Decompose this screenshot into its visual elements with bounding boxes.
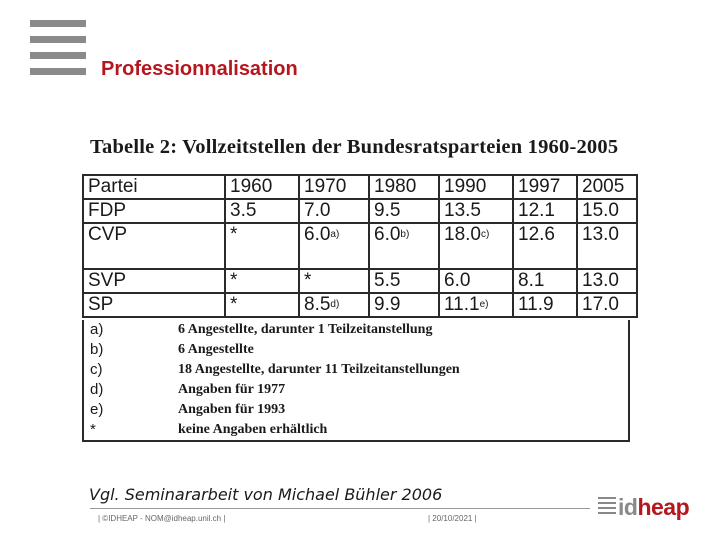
party-cell: FDP xyxy=(83,199,225,223)
value-cell: 11.9 xyxy=(513,293,577,317)
value-cell: 9.5 xyxy=(369,199,439,223)
footnote-row xyxy=(84,420,628,440)
footnote-row xyxy=(84,380,628,400)
idheap-logo xyxy=(598,494,689,520)
table-row xyxy=(83,199,637,223)
value-cell: 6.0$^{a)}$ xyxy=(299,223,369,269)
header-cell: 2005 xyxy=(577,175,637,199)
header-cell: 1997 xyxy=(513,175,577,199)
value-cell: 6.0$^{b)}$ xyxy=(369,223,439,269)
footnote-key: * xyxy=(90,421,96,438)
footer-divider xyxy=(90,508,590,509)
table-header-row xyxy=(83,175,637,199)
value-cell: 9.9 xyxy=(369,293,439,317)
footnote-text: 6 Angestellte xyxy=(178,342,254,357)
value-cell: 6.0 xyxy=(439,269,513,293)
footnote-row xyxy=(84,320,628,340)
value-cell: 5.5 xyxy=(369,269,439,293)
value-cell: 18.0$^{c)}$ xyxy=(439,223,513,269)
party-cell: CVP xyxy=(83,223,225,269)
value-cell: 13.5 xyxy=(439,199,513,223)
value-cell: 12.6 xyxy=(513,223,577,269)
footnote-key: d) xyxy=(90,381,104,398)
footnote-row xyxy=(84,360,628,380)
value-cell: * xyxy=(225,223,299,269)
logo-lines-icon xyxy=(598,497,616,517)
brand-suffix: heap xyxy=(637,493,690,520)
footnote-text: Angaben für 1993 xyxy=(178,402,286,417)
party-cell: SP xyxy=(83,293,225,317)
menu-bars-logo xyxy=(30,20,86,75)
brand-prefix: id xyxy=(618,493,638,520)
footnote-key: c) xyxy=(90,361,103,378)
value-cell: 15.0 xyxy=(577,199,637,223)
value-cell: 11.1$^{e)}$ xyxy=(439,293,513,317)
value-cell: * xyxy=(225,293,299,317)
value-cell: 8.1 xyxy=(513,269,577,293)
table-row xyxy=(83,293,637,317)
value-cell: 17.0 xyxy=(577,293,637,317)
footnote-key: e) xyxy=(90,401,104,418)
header-cell: 1960 xyxy=(225,175,299,199)
footnote-text: keine Angaben erhältlich xyxy=(178,422,328,437)
footnote-row xyxy=(84,340,628,360)
footnote-key: a) xyxy=(90,321,104,338)
source-citation: Vgl. Seminararbeit von Michael Bühler 2006 xyxy=(89,485,443,504)
value-cell: 12.1 xyxy=(513,199,577,223)
footnote-row xyxy=(84,400,628,420)
footnote-text: 18 Angestellte, darunter 11 Teilzeitanstellungen xyxy=(178,362,460,377)
footnote-key: b) xyxy=(90,341,104,358)
header-cell: 1990 xyxy=(439,175,513,199)
value-cell: 8.5$^{d)}$ xyxy=(299,293,369,317)
table-row xyxy=(83,269,637,293)
header-cell: 1980 xyxy=(369,175,439,199)
value-cell: 13.0 xyxy=(577,223,637,269)
value-cell: 13.0 xyxy=(577,269,637,293)
footnote-text: 6 Angestellte, darunter 1 Teilzeitanstellung xyxy=(178,322,433,337)
value-cell: 3.5 xyxy=(225,199,299,223)
table-row xyxy=(83,223,637,269)
header-cell: Partei xyxy=(83,175,225,199)
footer-copyright: | ©IDHEAP - NOM@idheap.unil.ch | xyxy=(98,514,226,523)
value-cell: * xyxy=(225,269,299,293)
party-cell: SVP xyxy=(83,269,225,293)
table-caption: Tabelle 2: Vollzeitstellen der Bundesratsparteien 1960-2005 xyxy=(90,136,619,158)
header-cell: 1970 xyxy=(299,175,369,199)
slide-title: Professionnalisation xyxy=(101,58,298,80)
footer-date: | 20/10/2021 | xyxy=(428,514,477,523)
footnote-text: Angaben für 1977 xyxy=(178,382,286,397)
value-cell: 7.0 xyxy=(299,199,369,223)
staff-table xyxy=(82,174,638,318)
value-cell: * xyxy=(299,269,369,293)
table-footnotes xyxy=(82,320,630,442)
